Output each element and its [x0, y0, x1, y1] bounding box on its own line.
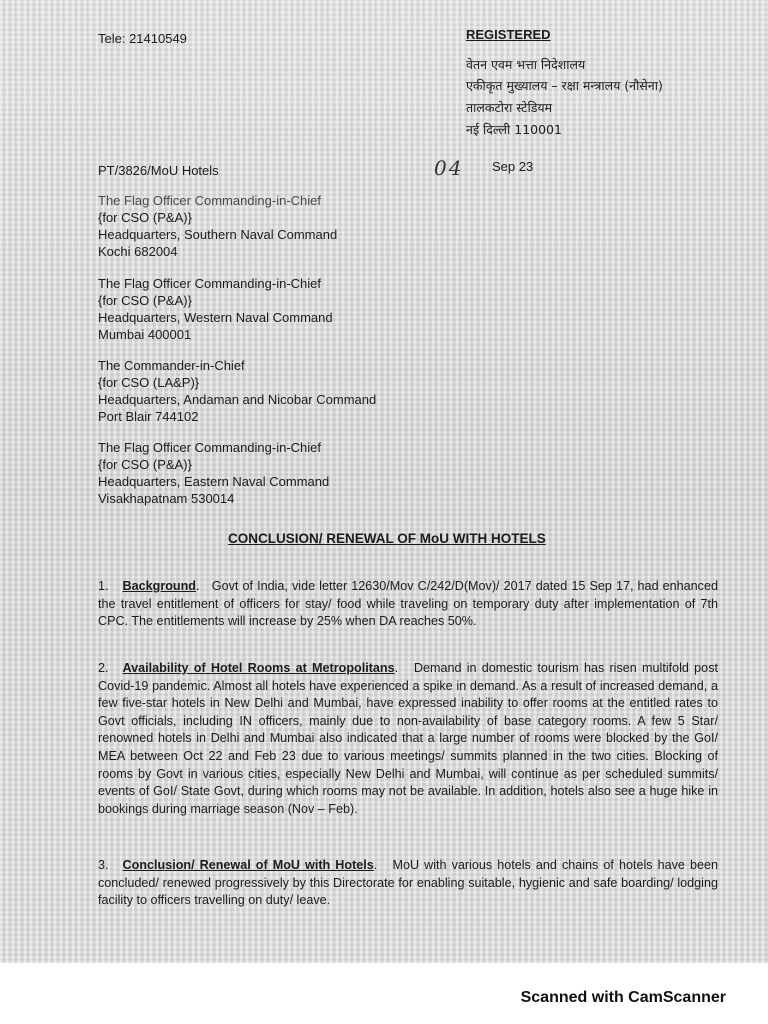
addressee-line: The Flag Officer Commanding-in-Chief [98, 276, 322, 291]
addressee-line: Headquarters, Andaman and Nicobar Command [98, 392, 377, 407]
addressee-line: Headquarters, Southern Naval Command [98, 227, 338, 242]
paragraph-2: 2. Availability of Hotel Rooms at Metropolitans. Demand in domestic tourism has risen multifold post Covid-19 pandemic. Almost all hotels have experienced a spike in demand. As a result of increased demand, a few five-star hotels in New Delhi and Mumbai, have expressed inability to offer rooms at the entitled rates to Govt officials, including IN officers, mainly due to non-availability of base category rooms. A few 5 Star/ renowned hotels in Delhi and Mumbai also indicated that a large number of rooms were blocked by the GoI/ MEA between Oct 22 and Feb 23 due to various meetings/ summits planned in the two cities. Blocking of rooms by Govt in various cities, especially New Delhi and Mumbai, will continue as per scheduled summits/ events of GoI/ State Govt, during which rooms may not be available. In addition, hotels also see a huge hike in bookings during marriage season (Nov – Feb). [98, 661, 718, 816]
hindi-line: एकीकृत मुख्यालय – रक्षा मन्त्रालय (नौसेना) [466, 78, 663, 93]
addressee-line: {for CSO (P&A)} [98, 210, 192, 225]
paragraph-heading: Background [122, 579, 196, 593]
subject-heading: CONCLUSION/ RENEWAL OF MoU WITH HOTELS [228, 531, 546, 546]
paragraph-number: 3. [98, 858, 109, 872]
addressee-line: Headquarters, Eastern Naval Command [98, 474, 330, 489]
addressee-line: Headquarters, Western Naval Command [98, 310, 333, 325]
addressee-line: Kochi 682004 [98, 244, 178, 259]
addressee-line: {for CSO (P&A)} [98, 293, 192, 308]
addressee-line: {for CSO (P&A)} [98, 457, 192, 472]
paragraph-text: Demand in domestic tourism has risen multifold post Covid-19 pandemic. Almost all hotels have experienced a spike in demand. As a result of increased demand, a few five-star hotels in New Delhi and Mumbai, have expressed inability to offer rooms at the entitled rates to Govt officials, including IN officers, mainly due to non-availability of base category rooms. A few 5 Star/ renowned hotels in Delhi and Mumbai also indicated that a large number of rooms were blocked by the GoI/ MEA between Oct 22 and Feb 23 due to various meetings/ summits planned in the two cities. Blocking of rooms by Govt in various cities, especially New Delhi and Mumbai, will continue as per scheduled summits/ events of GoI/ State Govt, during which rooms may not be available. In addition, hotels also see a huge hike in bookings during marriage season (Nov – Feb). [98, 661, 718, 816]
hindi-line: तालकटोरा स्टेडियम [466, 100, 553, 115]
handwritten-date: 04 [434, 156, 464, 180]
addressee-line: {for CSO (LA&P)} [98, 375, 200, 390]
addressee-line: Port Blair 744102 [98, 409, 199, 424]
addressee-line: The Commander-in-Chief [98, 358, 245, 373]
addressee-line: The Flag Officer Commanding-in-Chief [98, 193, 322, 208]
addressee-line: Mumbai 400001 [98, 327, 192, 342]
telephone-number: Tele: 21410549 [98, 31, 187, 46]
paragraph-heading: Availability of Hotel Rooms at Metropolitans [122, 661, 395, 675]
printed-date: Sep 23 [492, 159, 534, 174]
paragraph-number: 2. [98, 661, 109, 675]
registered-label: REGISTERED [466, 27, 551, 42]
addressee-line: The Flag Officer Commanding-in-Chief [98, 440, 322, 455]
paragraph-number: 1. [98, 579, 109, 593]
paragraph-text: MoU with various hotels and chains of hotels have been concluded/ renewed progressively by this Directorate for enabling suitable, hygienic and safe boarding/ lodging facility to officers travelling on duty/ leave. [98, 858, 719, 908]
paragraph-text: Govt of India, vide letter 12630/Mov C/242/D(Mov)/ 2017 dated 15 Sep 17, had enhanced the travel entitlement of officers for stay/ food while traveling on temporary duty after implementation of 7th CPC. The entitlements will increase by 25% when DA reaches 50%. [98, 579, 718, 629]
camscanner-watermark: Scanned with CamScanner [520, 989, 726, 1006]
paragraph-1: 1. Background. Govt of India, vide letter 12630/Mov C/242/D(Mov)/ 2017 dated 15 Sep 17, had enhanced the travel entitlement of officers for stay/ food while traveling on temporary duty after implementation of 7th CPC. The entitlements will increase by 25% when DA reaches 50%. [98, 579, 718, 629]
hindi-line: नई दिल्ली 110001 [466, 122, 562, 137]
file-reference: PT/3826/MoU Hotels [98, 163, 219, 178]
paragraph-heading: Conclusion/ Renewal of MoU with Hotels [122, 858, 374, 872]
paragraph-3: 3. Conclusion/ Renewal of MoU with Hotels. MoU with various hotels and chains of hotels have been concluded/ renewed progressively by this Directorate for enabling suitable, hygienic and safe boarding/ lodging facility to officers travelling on duty/ leave. [98, 858, 719, 908]
hindi-line: वेतन एवम भत्ता निदेशालय [466, 57, 586, 72]
addressee-line: Visakhapatnam 530014 [98, 491, 235, 506]
